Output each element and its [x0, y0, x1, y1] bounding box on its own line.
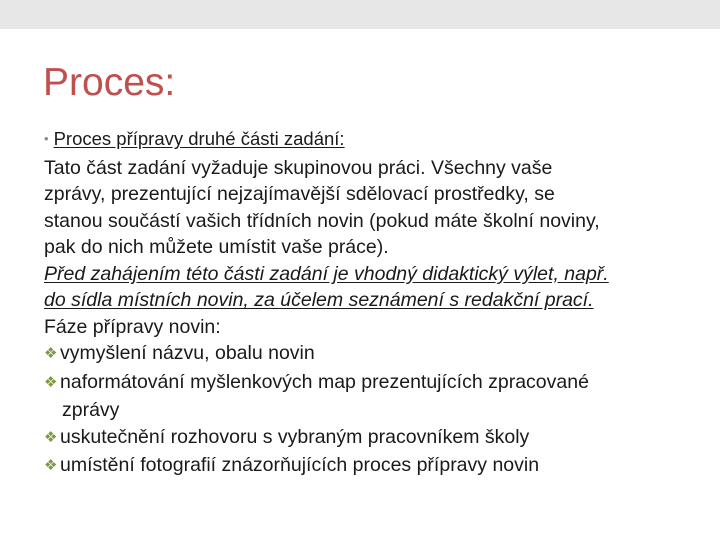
phase-item	[44, 424, 704, 453]
heading-text: Proces přípravy druhé části zadání:	[53, 128, 345, 149]
phase-item-text: uskutečnění rozhovoru s vybraným pracovníkem školy	[60, 425, 530, 448]
paragraph-line: pak do nich můžete umístit vaše práce).	[44, 236, 389, 258]
phase-item-text: naformátování myšlenkových map prezentujících zpracované	[60, 370, 589, 393]
diamond-bullet-icon: ❖	[44, 373, 58, 391]
phase-item-continuation: zprávy	[62, 399, 120, 421]
heading-line	[44, 126, 704, 155]
phase-item-text: umístění fotografií znázorňujících proces přípravy novin	[60, 454, 540, 476]
paragraph-line: stanou součástí vašich třídních novin (pokud máte školní noviny,	[44, 209, 600, 232]
phase-item-text: vymyšlení názvu, obalu novin	[60, 342, 315, 364]
phase-item	[44, 452, 704, 481]
top-band	[0, 0, 720, 29]
phase-item	[44, 340, 704, 369]
diamond-bullet-icon: ❖	[44, 428, 58, 446]
paragraph-line: Tato část zadání vyžaduje skupinovou práci. Všechny vaše	[44, 156, 553, 179]
phase-item	[44, 369, 704, 398]
dot-bullet-icon: •	[44, 131, 49, 146]
diamond-bullet-icon: ❖	[44, 345, 58, 362]
italic-note-line: Před zahájením této části zadání je vhodný didaktický výlet, např.	[44, 262, 609, 285]
phases-label: Fáze přípravy novin:	[44, 315, 221, 338]
slide-content	[44, 126, 704, 481]
italic-note-line: do sídla místních novin, za účelem seznámení s redakční prací.	[44, 289, 594, 311]
paragraph-line: zprávy, prezentující nejzajímavější sdělovací prostředky, se	[44, 183, 555, 205]
slide-title: Proces:	[43, 61, 176, 104]
diamond-bullet-icon: ❖	[44, 457, 58, 474]
